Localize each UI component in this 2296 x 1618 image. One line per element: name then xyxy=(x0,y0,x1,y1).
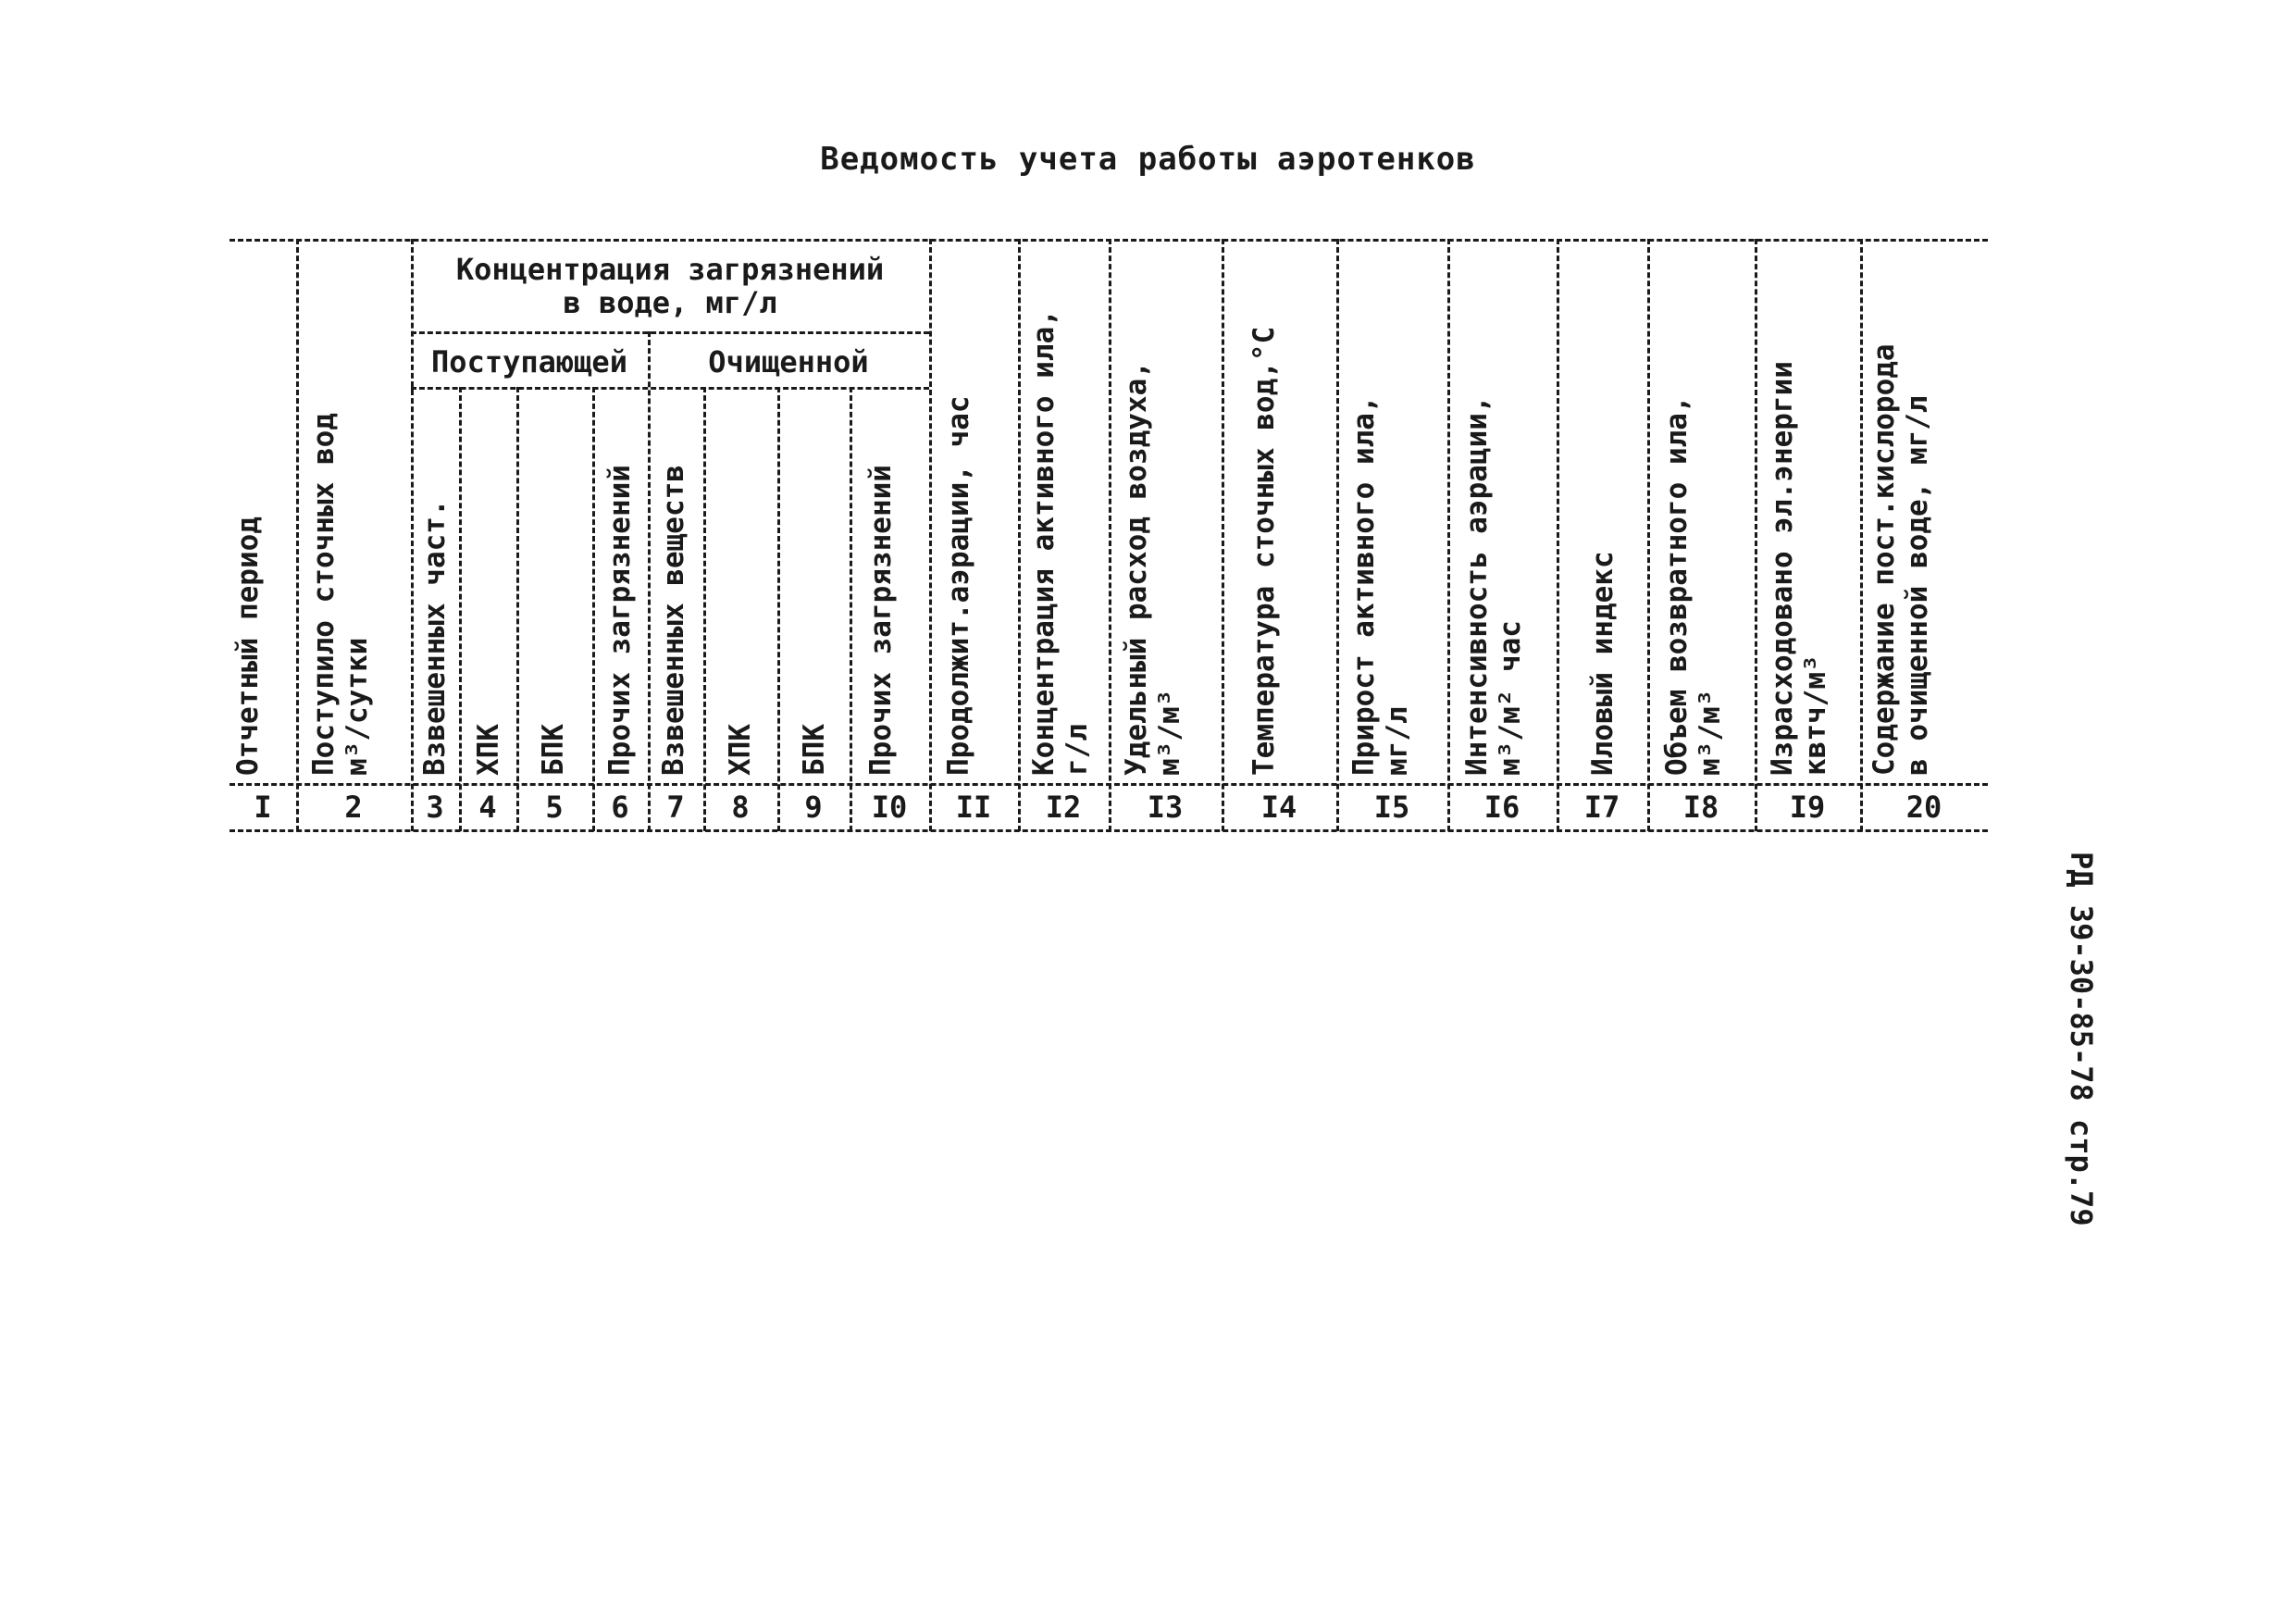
col-label-in-bod: БПК xyxy=(537,724,570,776)
col-number: 3 xyxy=(426,790,444,825)
col-number: I xyxy=(254,790,272,825)
document-reference: РД 39-30-85-78 стр.79 xyxy=(2064,852,2099,1226)
col-number: I9 xyxy=(1789,790,1826,825)
col-rule xyxy=(1647,239,1650,831)
col-label-dissolved-oxygen: Содержание пост.кислорода в очищенной воде, мг/л xyxy=(1868,343,1934,776)
col-number: 7 xyxy=(666,790,685,825)
col-number: 8 xyxy=(731,790,750,825)
col-number: 20 xyxy=(1905,790,1942,825)
col-rule xyxy=(850,387,852,831)
page-title: Ведомость учета работы аэротенков xyxy=(820,141,1476,178)
col-rule xyxy=(1755,239,1757,831)
col-label-in-other: Прочих загрязнений xyxy=(603,465,637,776)
col-label-aeration-intensity: Интенсивность аэрации, м³/м² час xyxy=(1460,395,1527,776)
col-rule xyxy=(411,239,414,831)
col-rule xyxy=(592,387,595,831)
col-rule xyxy=(296,239,299,831)
col-label-wastewater-inflow: Поступило сточных вод м³/сутки xyxy=(307,413,374,776)
col-label-wastewater-temperature: Температура сточных вод,°С xyxy=(1247,326,1281,776)
col-label-out-bod: БПК xyxy=(798,724,831,776)
col-number: 6 xyxy=(611,790,629,825)
col-number: I4 xyxy=(1260,790,1297,825)
col-rule xyxy=(929,239,932,831)
subgroup-purified: Очищенной xyxy=(708,344,869,380)
col-label-reporting-period: Отчетный период xyxy=(231,517,265,776)
col-number: I2 xyxy=(1045,790,1082,825)
col-number: 4 xyxy=(478,790,497,825)
col-label-sludge-index: Иловый индекс xyxy=(1586,551,1620,776)
col-rule xyxy=(1109,239,1111,831)
subgroup-incoming: Поступающей xyxy=(431,344,627,380)
col-number: I6 xyxy=(1483,790,1520,825)
col-rule xyxy=(1336,239,1339,831)
group-header-rule xyxy=(411,331,929,334)
col-number: 5 xyxy=(545,790,564,825)
col-rule xyxy=(1222,239,1224,831)
col-rule xyxy=(1557,239,1559,831)
col-label-energy-consumed: Израсходовано эл.энергии квтч/м³ xyxy=(1766,361,1832,776)
col-rule xyxy=(703,387,706,831)
col-number: 2 xyxy=(344,790,363,825)
col-rule xyxy=(1018,239,1021,831)
col-label-in-cod: ХПК xyxy=(472,724,505,776)
col-label-aeration-duration: Продолжит.аэрации, час xyxy=(942,395,975,776)
col-label-sludge-concentration: Концентрация активного ила, г/л xyxy=(1027,309,1094,776)
col-label-out-cod: ХПК xyxy=(724,724,757,776)
group-header-line1: Концентрация загрязнений xyxy=(455,252,885,287)
col-rule xyxy=(516,387,519,831)
col-label-out-suspended: Взвешенных веществ xyxy=(657,465,690,776)
col-number: II xyxy=(955,790,992,825)
col-label-air-consumption: Удельный расход воздуха, м³/м³ xyxy=(1120,361,1186,776)
col-rule xyxy=(459,387,462,831)
col-number: I0 xyxy=(871,790,908,825)
col-label-return-sludge-volume: Объем возвратного ила, м³/м³ xyxy=(1660,395,1727,776)
group-header-line2: в воде, мг/л xyxy=(563,285,777,320)
col-label-in-suspended: Взвешенных част. xyxy=(418,499,452,776)
col-rule xyxy=(777,387,780,831)
col-number: I8 xyxy=(1682,790,1719,825)
col-label-sludge-growth: Прирост активного ила, мг/л xyxy=(1347,395,1414,776)
aerotank-table xyxy=(230,230,1988,859)
col-number: I5 xyxy=(1373,790,1410,825)
col-number: I3 xyxy=(1147,790,1184,825)
col-number: 9 xyxy=(804,790,823,825)
col-number: I7 xyxy=(1583,790,1620,825)
col-rule xyxy=(648,331,651,831)
col-rule xyxy=(1860,239,1863,831)
col-label-out-other: Прочих загрязнений xyxy=(864,465,898,776)
col-rule xyxy=(1447,239,1450,831)
